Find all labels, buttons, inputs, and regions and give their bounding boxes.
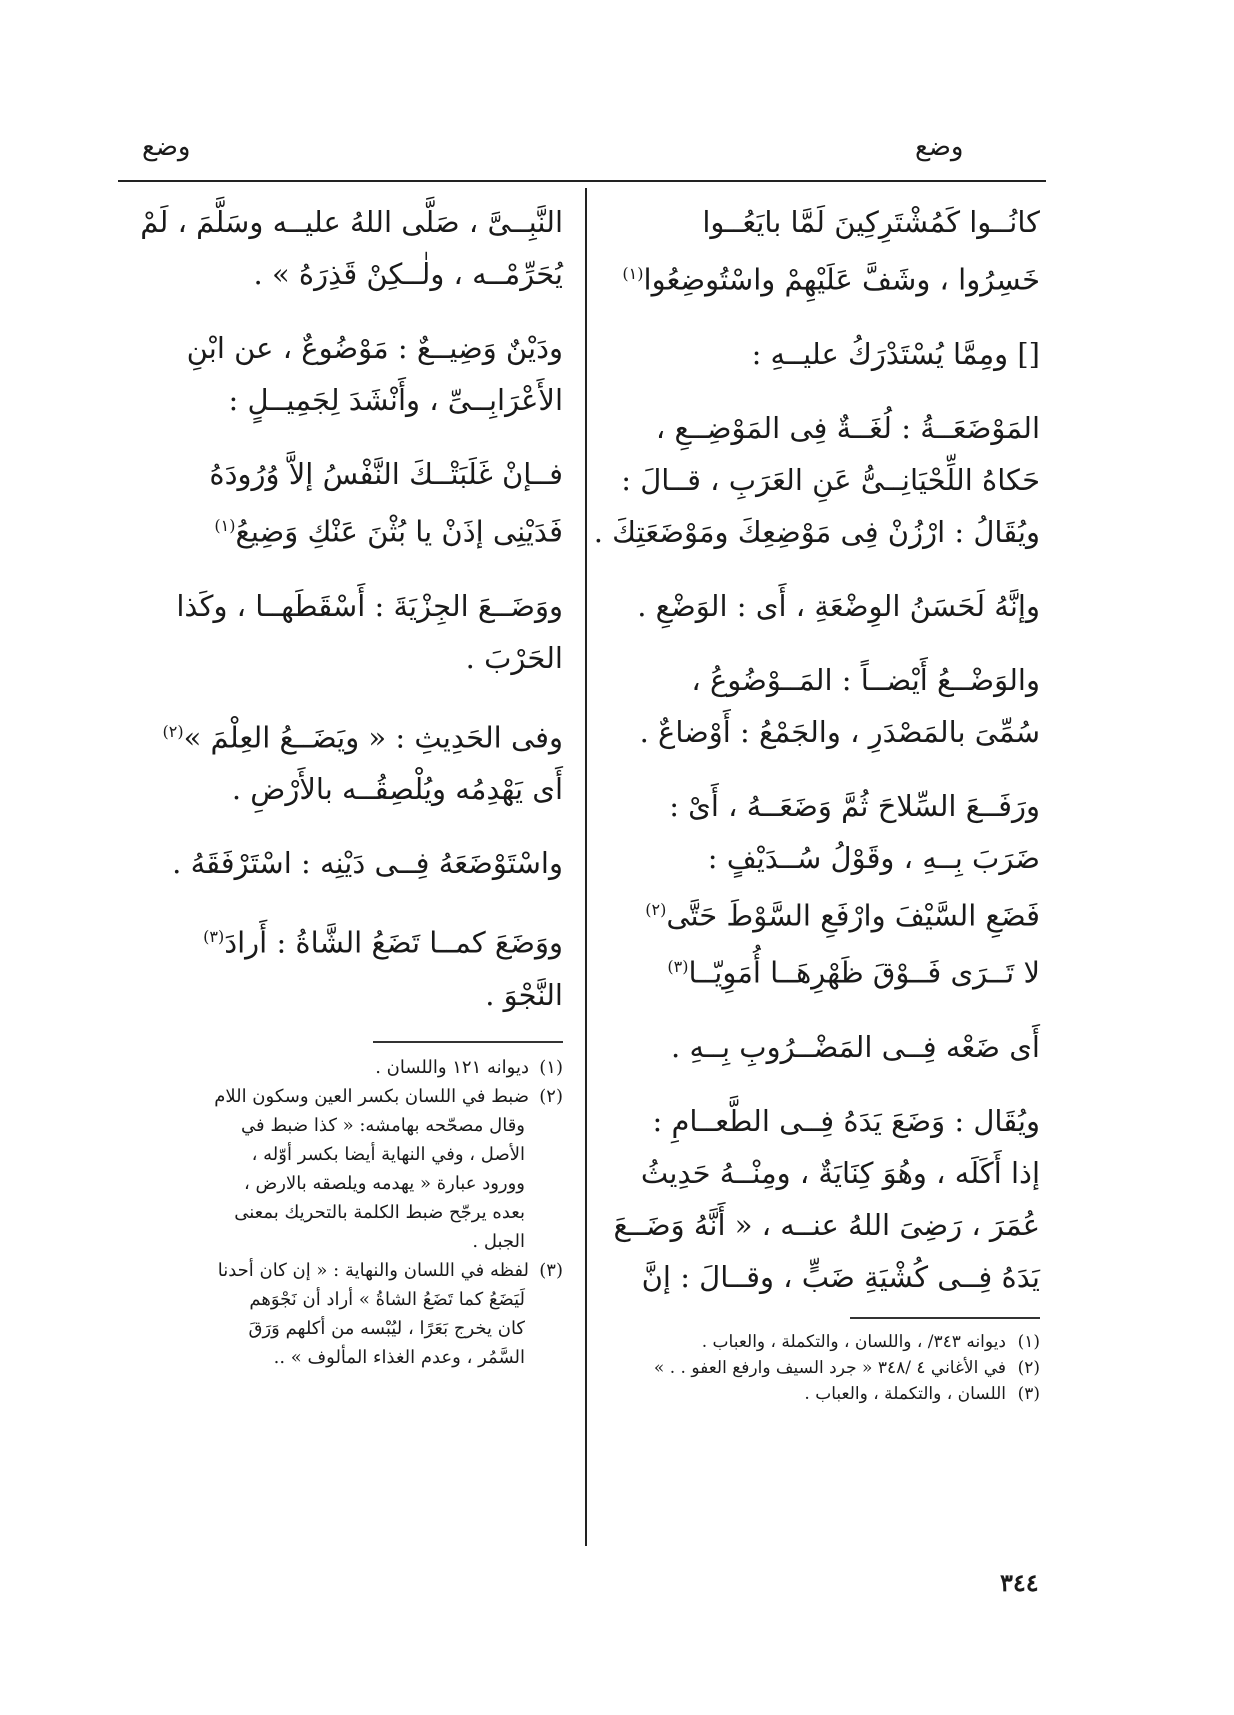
footnote-number: (١) xyxy=(1017,1331,1040,1352)
text-line: النَّبِــىَّ ، صَلَّى اللهُ عليــه وسَلَّمَ ، لَمْ xyxy=(140,205,563,239)
footnote-number: (٣) xyxy=(539,1259,563,1281)
running-head-right: وضع xyxy=(915,132,964,162)
text-line: عُمَرَ ، رَضِىَ اللهُ عنــه ، « أَنَّهُ وَضَــعَ xyxy=(613,1207,1040,1242)
text-span: ووَضَعَ كمــا تَضَعُ الشَّاةُ : أَرادَ xyxy=(224,925,563,960)
text-line: إذا أَكَلَه ، وهُوَ كِنَايَةٌ ، ومِنْــهُ حَدِيثُ xyxy=(640,1155,1040,1190)
text-line: يُحَرِّمْــه ، ولٰــكِنْ قَذِرَهُ » . xyxy=(253,257,563,291)
text-span: وفى الحَدِيثِ : « ويَضَــعُ العِلْمَ » xyxy=(183,720,563,755)
text-line: سُمِّىَ بالمَصْدَرِ ، والجَمْعُ : أَوْضاعٌ . xyxy=(639,714,1040,749)
footnote-number: (٢) xyxy=(539,1085,563,1107)
text-span: فَضَعِ السَّيْفَ وارْفَعِ السَّوْطَ حَتَّى xyxy=(666,898,1040,933)
text-line: ويُقَالُ : ارْزُنْ فِى مَوْضِعِكَ ومَوْضَعَتِكَ . xyxy=(593,514,1040,549)
footnote xyxy=(615,1381,1040,1407)
footnote-continuation: كان يخرج بَعَرًا ، ليُبْسه من أكلهم وَرَقَ xyxy=(248,1317,525,1339)
footnote-continuation: الجبل . xyxy=(472,1230,525,1252)
verse-line xyxy=(615,884,1040,942)
footnote-continuation: الأصل ، وفي النهاية أيضا بكسر أوّله ، xyxy=(251,1143,525,1165)
footnote-text: لفظه في اللسان والنهاية : « إن كان أحدنا xyxy=(217,1259,529,1281)
footnote-mark: (٢) xyxy=(162,721,184,741)
text-line: واسْتَوْضَعَهُ فِــى دَيْنِه : اسْتَرْفَقَهُ . xyxy=(172,846,563,881)
header-rule xyxy=(118,180,1046,182)
text-line: والوَضْــعُ أَيْضــاً : المَــوْضُوعُ ، xyxy=(691,662,1040,697)
footnote-text: ديوانه ١٢١ واللسان . xyxy=(375,1056,529,1078)
text-line: المَوْضَعَــةُ : لُغَــةٌ فِى المَوْضِــعِ ، xyxy=(655,410,1040,445)
text-line: [] ومِمَّا يُسْتَدْرَكُ عليــهِ : xyxy=(751,336,1040,371)
footnote xyxy=(118,1053,563,1082)
footnote-rule xyxy=(373,1041,563,1043)
footnote-continuation: السَّمُر ، وعدم الغذاء المألوف » .. xyxy=(273,1346,525,1368)
footnote-mark: (١) xyxy=(214,516,236,535)
footnote-continuation: وورود عبارة « يهدمه ويلصقه بالارض ، xyxy=(243,1172,525,1194)
text-line: حَكاهُ اللِّحْيَانِــىُّ عَنِ العَرَبِ ، قــالَ : xyxy=(621,462,1040,497)
text-line: ورَفَــعَ السِّلاحَ ثُمَّ وَضَعَــهُ ، أَىْ : xyxy=(669,788,1040,823)
footnote-continuation: وقال مصحّحه بهامشه: « كذا ضبط في xyxy=(241,1114,525,1136)
text-line: أَى ضَعْه فِــى المَضْــرُوبِ بِــهِ . xyxy=(671,1029,1040,1064)
footnote-text: في الأغاني ٤ /٣٤٨ « جرد السيف وارفع العفو . . » xyxy=(653,1357,1006,1378)
text-line: الحَرْبَ . xyxy=(465,640,563,675)
verse-line: فــإنْ غَلَبَتْــكَ النَّفْسُ إلاَّ وُرُودَهُ xyxy=(209,457,563,491)
footnote xyxy=(615,1329,1040,1355)
footnotes-right xyxy=(615,1317,1040,1407)
text-span: خَسِرُوا ، وشَفَّ عَلَيْهِمْ واسْتُوضِعُوا xyxy=(643,262,1040,297)
verse-line xyxy=(118,500,563,558)
footnote-mark: (٣) xyxy=(203,927,225,947)
footnote-mark: (٣) xyxy=(667,957,689,977)
footnote-text: اللسان ، والتكملة ، والعباب . xyxy=(804,1383,1006,1404)
verse-line xyxy=(615,941,1040,999)
left-column xyxy=(118,196,563,1372)
footnote-text: ديوانه ٣٤٣/ ، واللسان ، والتكملة ، والعباب . xyxy=(701,1331,1006,1352)
footnote xyxy=(615,1355,1040,1381)
text-line: الأَعْرَابِــىِّ ، وأَنْشَدَ لِجَمِيــلٍ : xyxy=(228,383,563,417)
footnote xyxy=(118,1256,563,1285)
text-line: أَى يَهْدِمُه ويُلْصِقُــه بالأَرْضِ . xyxy=(231,772,563,807)
footnote-rule xyxy=(850,1317,1040,1319)
footnote-continuation: لَيَضَعُ كما تَضَعُ الشاةُ » أراد أن نَجْوَهم xyxy=(249,1288,525,1310)
footnote-continuation: بعده يرجّح ضبط الكلمة بالتحريك بمعنى xyxy=(234,1201,525,1223)
text-line: ووَضَــعَ الجِزْيَةَ : أَسْقَطَهــا ، وكَذا xyxy=(176,588,563,623)
footnote xyxy=(118,1082,563,1111)
text-line xyxy=(118,706,563,764)
right-column xyxy=(593,196,1040,1407)
running-head-left: وضع xyxy=(142,132,191,162)
page-number: ٣٤٤ xyxy=(1000,1568,1039,1597)
footnote-number: (١) xyxy=(539,1056,563,1078)
text-span: فَدَيْنِى إذَنْ يا بُثْنَ عَنْكِ وَضِيعُ xyxy=(235,514,563,549)
text-line xyxy=(118,911,563,969)
text-line: ودَيْنٌ وَضِيــعٌ : مَوْضُوعٌ ، عن ابْنِ xyxy=(186,331,563,365)
text-line: ضَرَبَ بِــهِ ، وقَوْلُ سُــدَيْفٍ : xyxy=(707,840,1040,875)
text-line: يَدَهُ فِــى كُشْيَةِ ضَبٍّ ، وقــالَ : إنَّ xyxy=(641,1259,1040,1294)
text-span: لا تَــرَى فَــوْقَ ظَهْرِهَــا أُمَوِيّــا xyxy=(688,955,1040,990)
footnote-number: (٣) xyxy=(1017,1383,1040,1404)
footnotes-left xyxy=(118,1041,563,1372)
text-line: كانُــوا كَمُشْتَرِكِينَ لَمَّا بايَعُــوا xyxy=(702,205,1040,239)
footnote-mark: (٢) xyxy=(645,899,667,919)
column-divider xyxy=(585,188,587,1546)
footnote-number: (٢) xyxy=(1017,1357,1040,1378)
text-line: النَّجْوَ . xyxy=(485,977,563,1012)
text-line xyxy=(615,248,1040,306)
text-line: وإنَّهُ لَحَسَنُ الوِضْعَةِ ، أَى : الوَضْعِ . xyxy=(637,588,1040,623)
footnote-text: ضبط في اللسان بكسر العين وسكون اللام xyxy=(214,1085,529,1107)
text-line: ويُقَال : وَضَعَ يَدَهُ فِــى الطَّعــامِ : xyxy=(652,1103,1040,1138)
footnote-mark: (١) xyxy=(622,264,644,283)
